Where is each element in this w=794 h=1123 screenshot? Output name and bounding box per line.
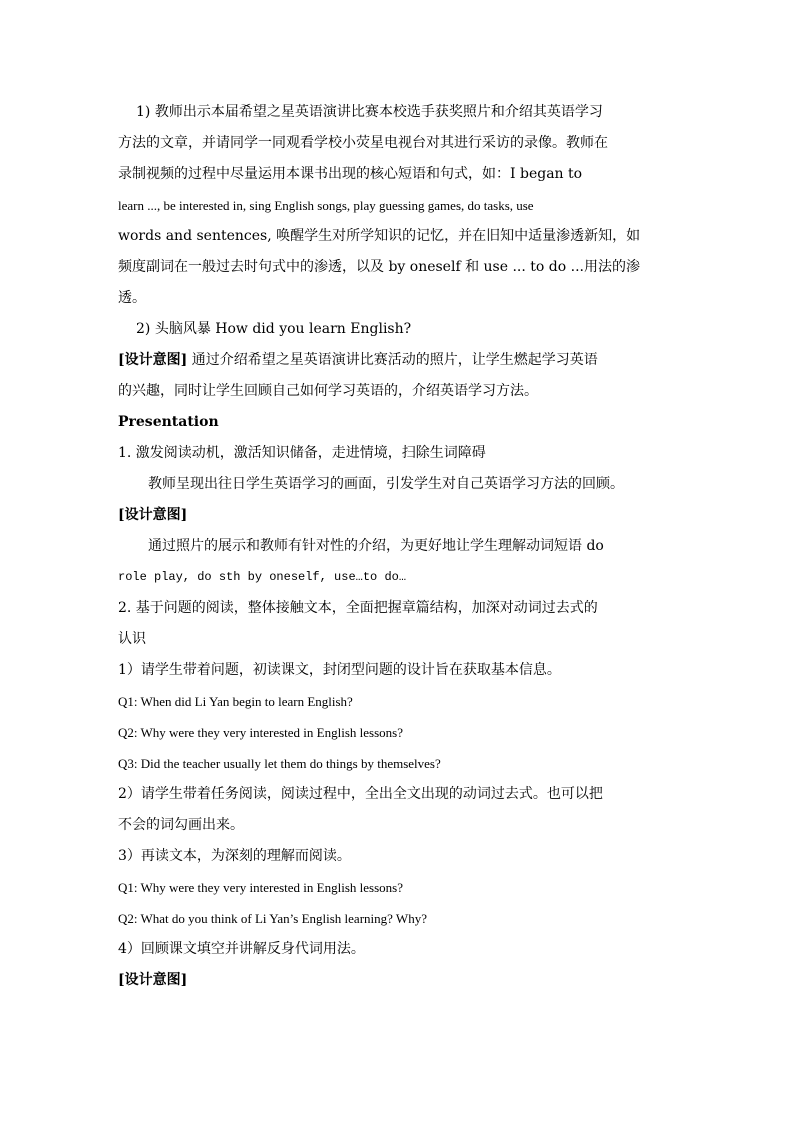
text-line: 认识: [118, 631, 146, 647]
text-line: Q3: Did the teacher usually let them do things by themselves?: [118, 756, 441, 771]
text-line: 1. 激发阅读动机，激活知识储备，走进情境，扫除生词障碍: [118, 445, 486, 461]
text-line: [118, 345, 678, 376]
text-line: 2）请学生带着任务阅读，阅读过程中，全出全文出现的动词过去式。也可以把: [118, 786, 603, 802]
text-line: 4）回顾课文填空并讲解反身代词用法。: [118, 941, 365, 957]
text-line: 1）请学生带着问题，初读课文，封闭型问题的设计旨在获取基本信息。: [118, 662, 561, 678]
text-line: 3）再读文本，为深刻的理解而阅读。: [118, 848, 351, 864]
text-line: 不会的词勾画出来。: [118, 817, 244, 833]
design-intent-text: 通过介绍希望之星英语演讲比赛活动的照片，让学生燃起学习英语: [187, 352, 598, 368]
text-line: 录制视频的过程中尽量运用本课书出现的核心短语和句式，如：I began to: [118, 166, 583, 182]
text-line: 的兴趣，同时让学生回顾自己如何学习英语的，介绍英语学习方法。: [118, 383, 538, 399]
text-line: Q1: Why were they very interested in English lessons?: [118, 880, 403, 895]
text-line: Q1: When did Li Yan begin to learn English?: [118, 694, 353, 709]
text-line: 通过照片的展示和教师有针对性的介绍，为更好地让学生理解动词短语 do: [148, 538, 604, 554]
text-line: 1) 教师出示本届希望之星英语演讲比赛本校选手获奖照片和介绍其英语学习: [136, 104, 603, 120]
text-line: [设计意图]: [118, 507, 188, 523]
text-line: 方法的文章，并请同学一同观看学校小荧星电视台对其进行采访的录像。教师在: [118, 135, 608, 151]
text-line: 教师呈现出往日学生英语学习的画面，引发学生对自己英语学习方法的回顾。: [148, 476, 624, 492]
design-intent-label: [设计意图]: [118, 352, 188, 368]
text-line: Presentation: [118, 414, 219, 430]
text-line: 2) 头脑风暴 How did you learn English?: [136, 321, 412, 337]
text-line: role play, do sth by oneself, use…to do…: [118, 570, 407, 584]
text-line: 2. 基于问题的阅读，整体接触文本，全面把握章篇结构，加深对动词过去式的: [118, 600, 598, 616]
text-line: Q2: What do you think of Li Yan’s English learning? Why?: [118, 911, 427, 926]
text-line: 频度副词在一般过去时句式中的渗透，以及 by oneself 和 use ... to do ...用法的渗: [118, 259, 640, 275]
text-line: words and sentences, 唤醒学生对所学知识的记忆，并在旧知中适量渗透新知，如: [118, 228, 641, 244]
text-line: learn ..., be interested in, sing English songs, play guessing games, do tasks, use: [118, 198, 534, 213]
text-line: 透。: [118, 290, 146, 306]
text-line: Q2: Why were they very interested in English lessons?: [118, 725, 403, 740]
text-line: [设计意图]: [118, 972, 188, 988]
document-body: [118, 97, 678, 996]
